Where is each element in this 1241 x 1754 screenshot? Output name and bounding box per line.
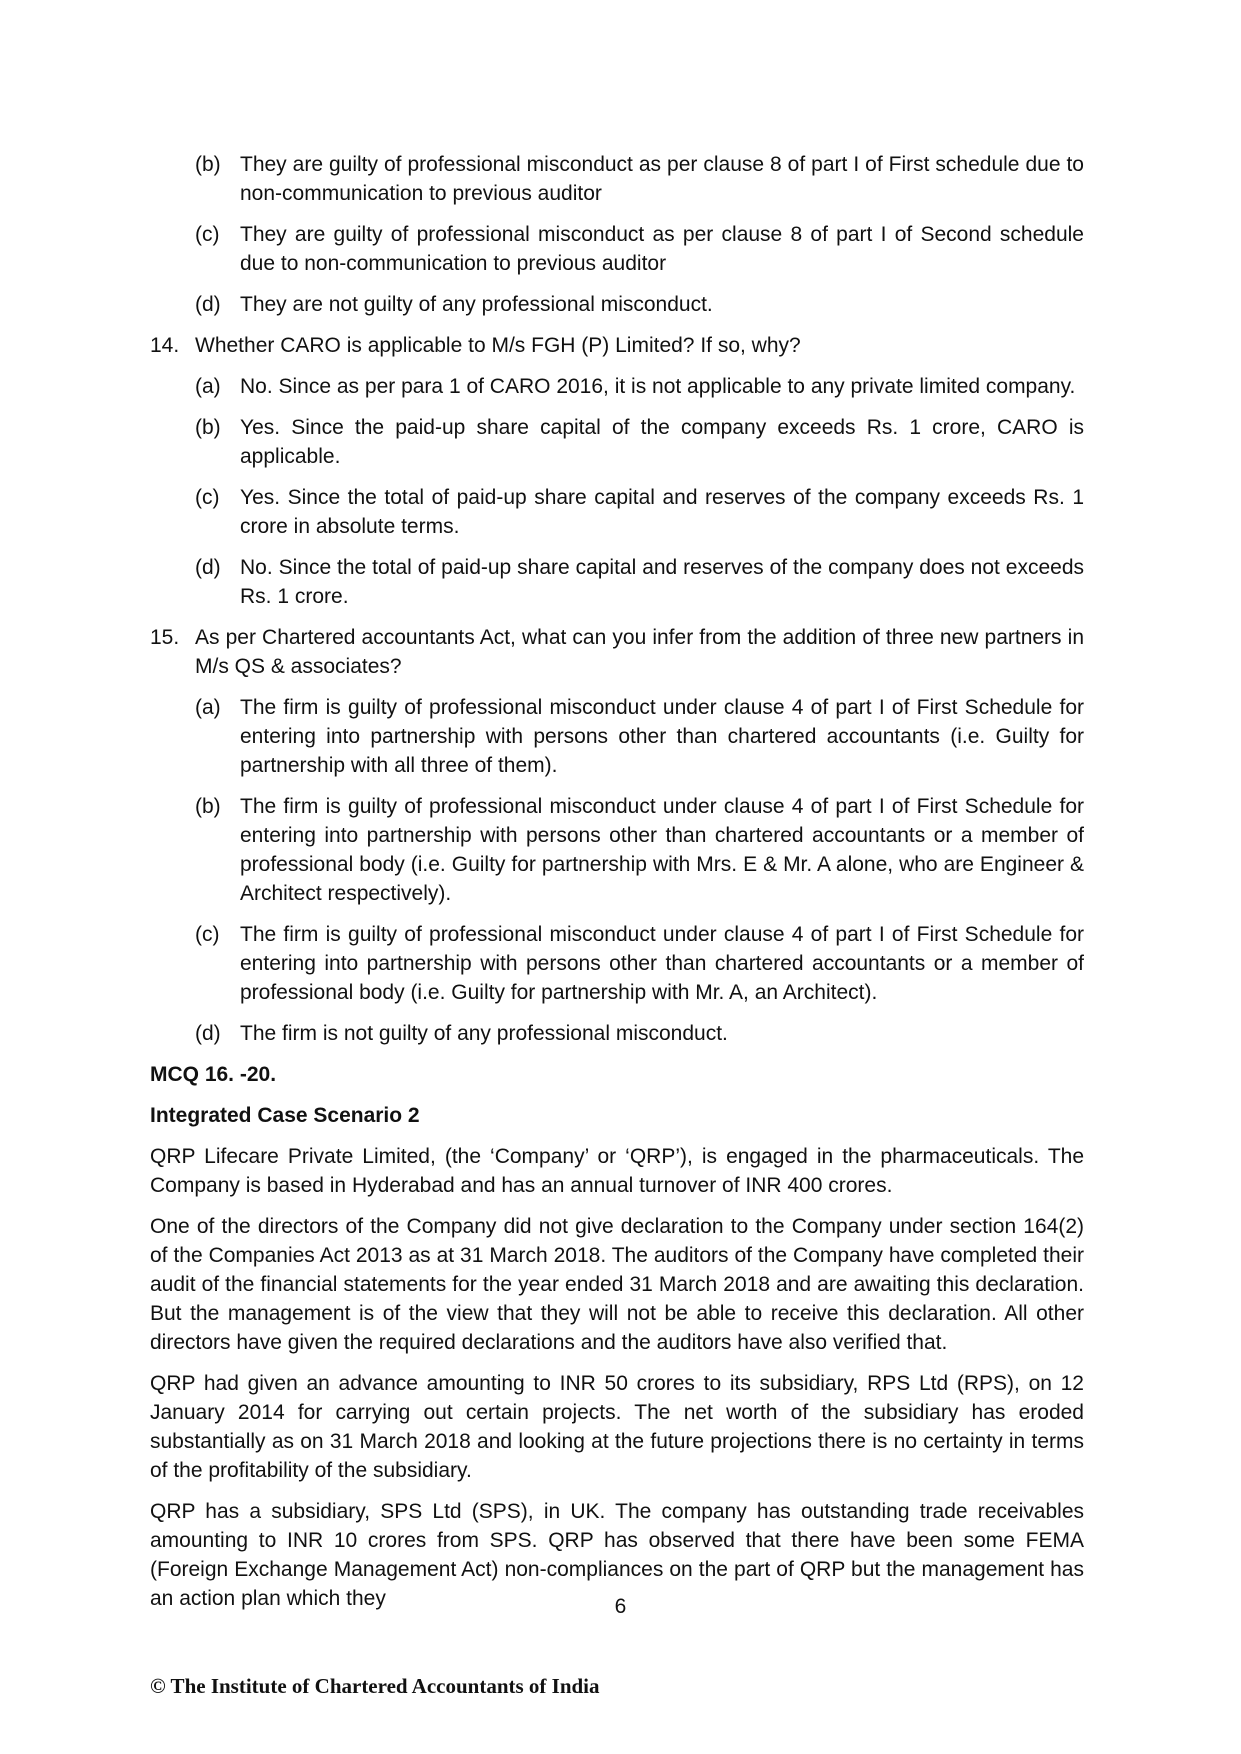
mcq-range-heading: MCQ 16. -20. bbox=[150, 1063, 277, 1086]
option-label: (d) bbox=[195, 556, 221, 579]
question-text: As per Chartered accountants Act, what can you infer from the addition of three new partners in M/s QS & associates? bbox=[195, 626, 1084, 678]
option-text: No. Since the total of paid-up share capital and reserves of the company does not exceeds Rs. 1 crore. bbox=[240, 556, 1084, 608]
option-text: They are guilty of professional misconduct as per clause 8 of part I of Second schedule due to non-communication to previous auditor bbox=[240, 223, 1084, 275]
option-label: (a) bbox=[195, 375, 221, 398]
option-text: The firm is guilty of professional misconduct under clause 4 of part I of First Schedule for entering into partnership with persons other than chartered accountants (i.e. Guilty for partnership with all three of them). bbox=[240, 696, 1084, 777]
option-text: They are guilty of professional misconduct as per clause 8 of part I of First schedule due to non-communication to previous auditor bbox=[240, 153, 1084, 205]
option-text: Yes. Since the paid-up share capital of the company exceeds Rs. 1 crore, CARO is applicable. bbox=[240, 416, 1084, 468]
case-paragraph: QRP Lifecare Private Limited, (the ‘Company’ or ‘QRP’), is engaged in the pharmaceuticals. The Company is based in Hyderabad and has an annual turnover of INR 400 crores. bbox=[150, 1145, 1084, 1197]
option-label: (a) bbox=[195, 696, 221, 719]
case-paragraph: QRP had given an advance amounting to INR 50 crores to its subsidiary, RPS Ltd (RPS), on 12 January 2014 for carrying out certain projects. The net worth of the subsidiary has eroded substantially as on 31 March 2018 and looking at the future projections there is no certainty in terms of the profitability of the subsidiary. bbox=[150, 1372, 1084, 1482]
q14-option-b bbox=[195, 413, 1084, 471]
option-label: (d) bbox=[195, 1022, 221, 1045]
question-text: Whether CARO is applicable to M/s FGH (P) Limited? If so, why? bbox=[195, 334, 801, 357]
option-label: (c) bbox=[195, 923, 220, 946]
option-text: They are not guilty of any professional misconduct. bbox=[240, 293, 713, 316]
q15-option-a bbox=[195, 693, 1084, 780]
option-label: (b) bbox=[195, 795, 221, 818]
question-14 bbox=[150, 331, 1084, 360]
case-paragraph: One of the directors of the Company did not give declaration to the Company under section 164(2) of the Companies Act 2013 as at 31 March 2018. The auditors of the Company have completed their audit of the financial statements for the year ended 31 March 2018 and are awaiting this declaration. But the management is of the view that they will not be able to receive this declaration. All other directors have given the required declarations and the auditors have also verified that. bbox=[150, 1215, 1084, 1354]
q14-option-c bbox=[195, 483, 1084, 541]
option-label: (b) bbox=[195, 416, 221, 439]
case-paragraph: QRP has a subsidiary, SPS Ltd (SPS), in UK. The company has outstanding trade receivables amounting to INR 10 crores from SPS. QRP has observed that there have been some FEMA (Foreign Exchange Management Act) non-compliances on the part of QRP but the management has an action plan which they bbox=[150, 1500, 1084, 1610]
option-text: The firm is not guilty of any professional misconduct. bbox=[240, 1022, 728, 1045]
q15-option-d bbox=[195, 1019, 1084, 1048]
option-label: (c) bbox=[195, 486, 220, 509]
option-text: The firm is guilty of professional misconduct under clause 4 of part I of First Schedule for entering into partnership with persons other than chartered accountants or a member of professional body (i.e. Guilty for partnership with Mrs. E & Mr. A alone, who are Engineer & Architect respectively). bbox=[240, 795, 1084, 905]
q15-option-b bbox=[195, 792, 1084, 908]
q13-option-c bbox=[195, 220, 1084, 278]
q13-option-d bbox=[195, 290, 1084, 319]
page-number: 6 bbox=[614, 1595, 627, 1618]
q14-option-d bbox=[195, 553, 1084, 611]
option-text: No. Since as per para 1 of CARO 2016, it is not applicable to any private limited company. bbox=[240, 375, 1076, 398]
copyright-footer: © The Institute of Chartered Accountants of India bbox=[150, 1674, 600, 1698]
page-content bbox=[150, 150, 1084, 1625]
question-number: 15. bbox=[150, 626, 180, 649]
q13-option-b bbox=[195, 150, 1084, 208]
option-label: (c) bbox=[195, 223, 220, 246]
option-text: The firm is guilty of professional misconduct under clause 4 of part I of First Schedule for entering into partnership with persons other than chartered accountants or a member of professional body (i.e. Guilty for partnership with Mr. A, an Architect). bbox=[240, 923, 1084, 1004]
case-scenario-heading: Integrated Case Scenario 2 bbox=[150, 1104, 420, 1127]
q14-option-a bbox=[195, 372, 1084, 401]
question-15 bbox=[150, 623, 1084, 681]
option-text: Yes. Since the total of paid-up share capital and reserves of the company exceeds Rs. 1 crore in absolute terms. bbox=[240, 486, 1084, 538]
q15-option-c bbox=[195, 920, 1084, 1007]
option-label: (d) bbox=[195, 293, 221, 316]
option-label: (b) bbox=[195, 153, 221, 176]
question-number: 14. bbox=[150, 334, 180, 357]
